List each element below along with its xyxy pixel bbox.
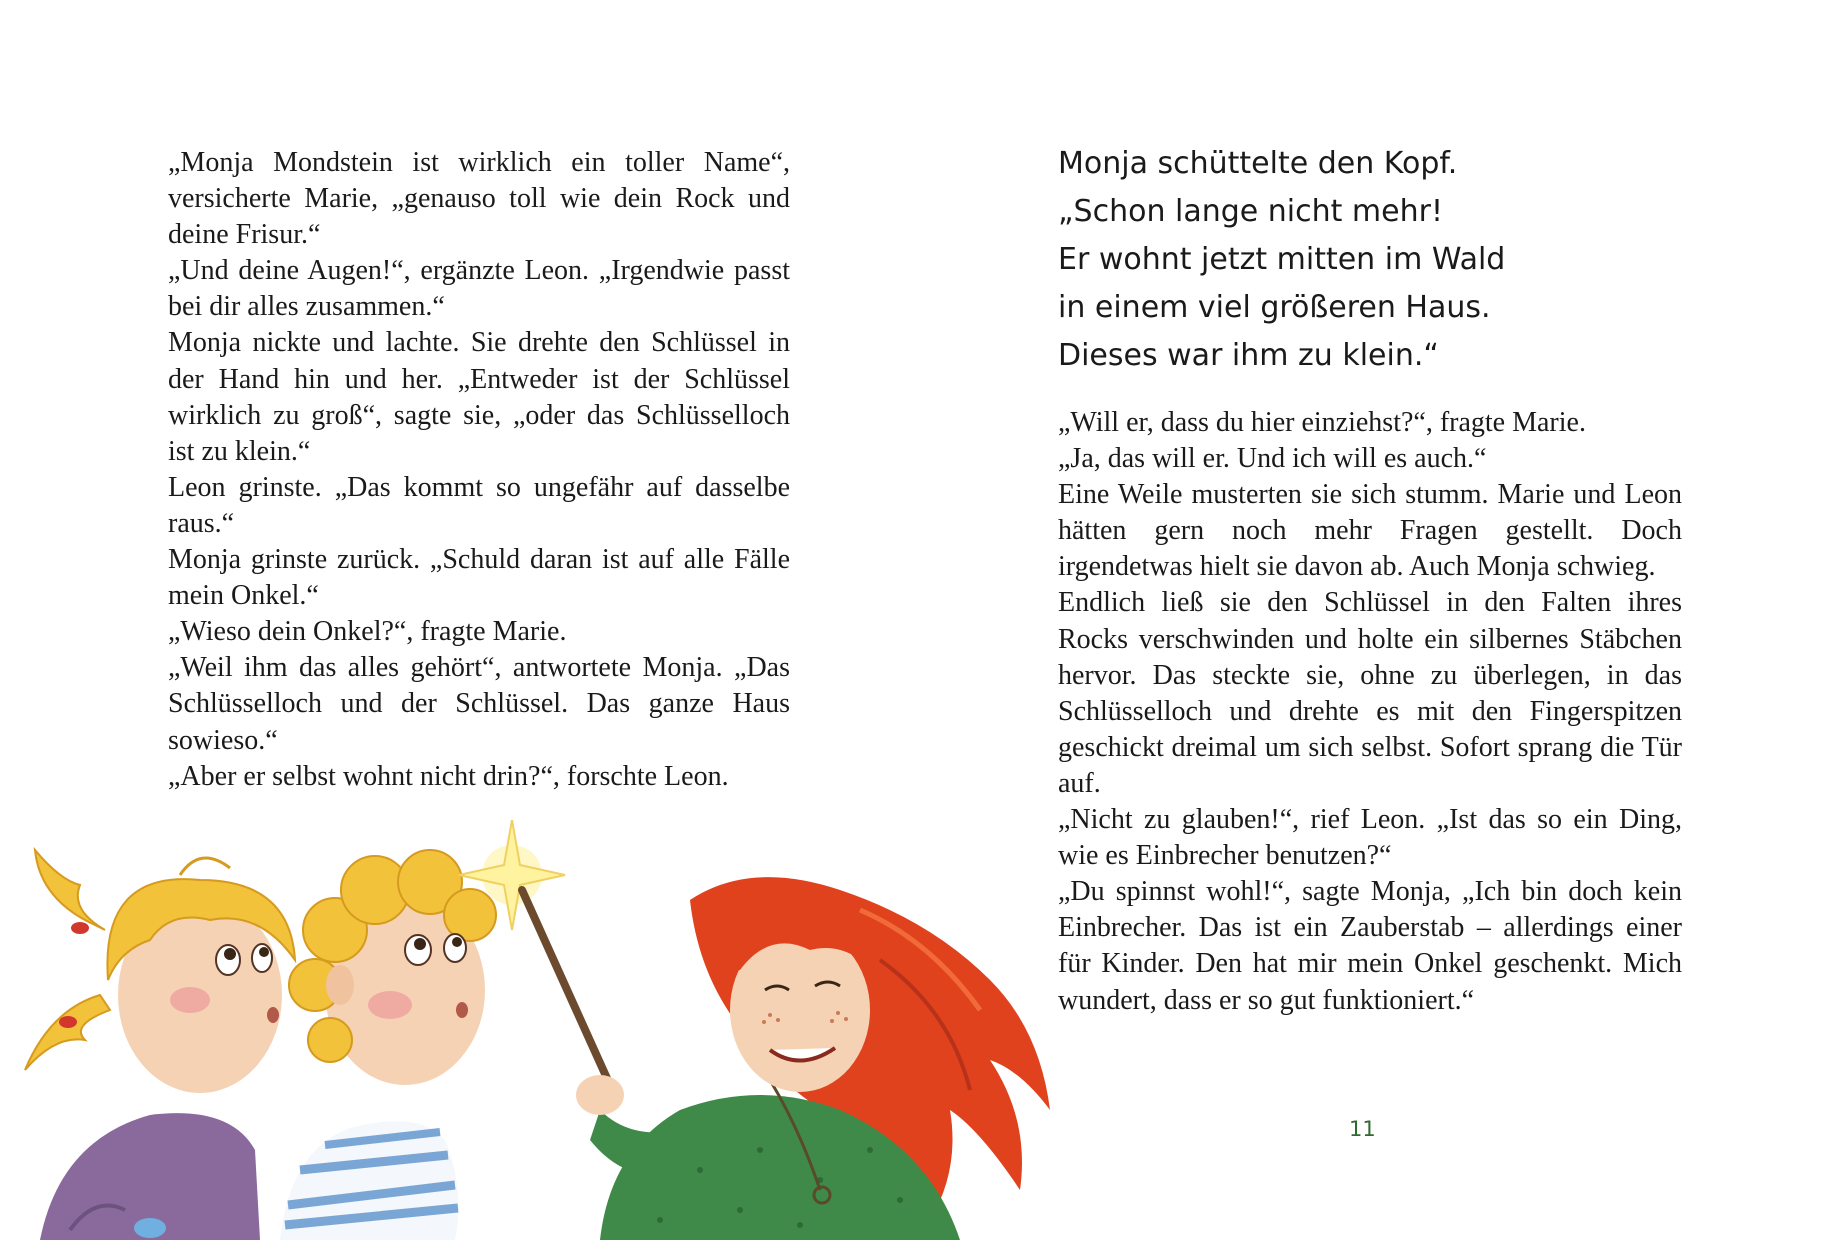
paragraph: „Ja, das will er. Und ich will es auch.“ bbox=[1058, 443, 1487, 475]
magic-wand-icon bbox=[522, 890, 610, 1085]
lead-text bbox=[1058, 140, 1758, 380]
paragraph: „Aber er selbst wohnt nicht drin?“, forschte Leon. bbox=[168, 760, 729, 792]
paragraph: Endlich ließ sie den Schlüssel in den Falten ihres Rocks verschwinden und holte ein silbernes Stäbchen hervor. Das steckte sie, ohne zu überlegen, in das Schlüsselloch und drehte es mit den Fingerspitzen geschickt dreimal um sich selbst. Sofort sprang die Tür auf. bbox=[1058, 587, 1682, 799]
paragraph: „Du spinnst wohl!“, sagte Monja, „Ich bin doch kein Einbrecher. Das ist ein Zauberstab – allerdings einer für Kinder. Den hat mir mein Onkel geschenkt. Mich wundert, dass er so gut funktioniert.“ bbox=[1058, 876, 1682, 1016]
lead-line: Er wohnt jetzt mitten im Wald bbox=[1058, 242, 1506, 277]
children-illustration bbox=[0, 810, 1080, 1240]
paragraph: Eine Weile musterten sie sich stumm. Marie und Leon hätten gern noch mehr Fragen gestellt. Doch irgendetwas hielt sie davon ab. Auch Monja schwieg. bbox=[1058, 479, 1682, 583]
girl-with-pigtails bbox=[25, 850, 295, 1240]
paragraph: „Und deine Augen!“, ergänzte Leon. „Irgendwie passt bei dir alles zusammen.“ bbox=[168, 255, 790, 323]
left-page-text bbox=[168, 145, 790, 795]
right-page bbox=[1010, 0, 1831, 1240]
paragraph: Monja grinste zurück. „Schuld daran ist auf alle Fälle mein Onkel.“ bbox=[168, 544, 790, 612]
paragraph: „Monja Mondstein ist wirklich ein toller Name“, versicherte Marie, „genauso toll wie dein Rock und deine Frisur.“ bbox=[168, 147, 790, 251]
lead-line: in einem viel größeren Haus. bbox=[1058, 290, 1491, 325]
curly-haired-boy bbox=[280, 850, 496, 1240]
paragraph: „Nicht zu glauben!“, rief Leon. „Ist das so ein Ding, wie es Einbrecher benutzen?“ bbox=[1058, 804, 1682, 872]
paragraph: „Wieso dein Onkel?“, fragte Marie. bbox=[168, 616, 567, 648]
paragraph: Monja nickte und lachte. Sie drehte den Schlüssel in der Hand hin und her. „Entweder ist der Schlüssel wirklich zu groß“, sagte sie, „oder das Schlüsselloch ist zu klein.“ bbox=[168, 327, 790, 467]
paragraph: „Will er, dass du hier einziehst?“, fragte Marie. bbox=[1058, 407, 1586, 438]
paragraph: Leon grinste. „Das kommt so ungefähr auf dasselbe raus.“ bbox=[168, 471, 790, 539]
red-haired-girl-with-wand bbox=[576, 877, 1050, 1240]
right-page-text bbox=[1058, 405, 1682, 1019]
lead-line: Monja schüttelte den Kopf. bbox=[1058, 146, 1458, 181]
page-number: 11 bbox=[1349, 1117, 1376, 1141]
lead-line: „Schon lange nicht mehr! bbox=[1058, 194, 1443, 229]
paragraph: „Weil ihm das alles gehört“, antwortete Monja. „Das Schlüsselloch und der Schlüssel. Das ganze Haus sowieso.“ bbox=[168, 652, 790, 756]
lead-line: Dieses war ihm zu klein.“ bbox=[1058, 338, 1439, 373]
